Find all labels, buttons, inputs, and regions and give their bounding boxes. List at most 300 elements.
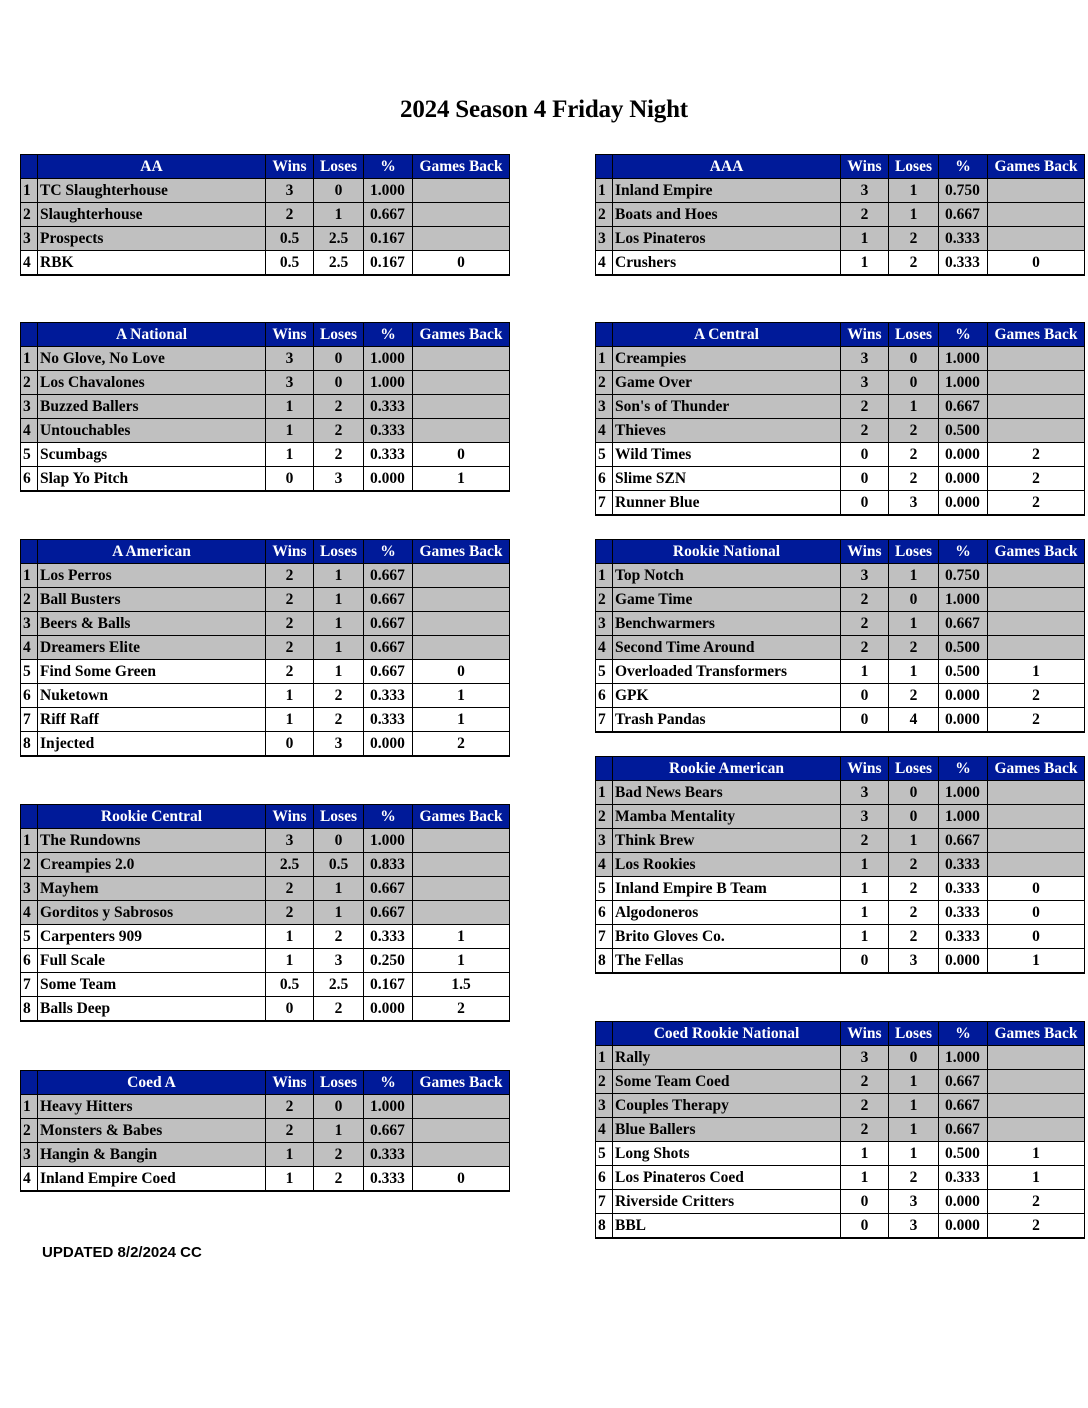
- games-back-cell: 2: [988, 708, 1085, 733]
- rank-cell: 7: [596, 491, 613, 516]
- page-title: 2024 Season 4 Friday Night: [400, 96, 688, 123]
- pct-cell: 0.500: [939, 1142, 988, 1166]
- header-row: [21, 805, 510, 829]
- losses-cell: 0: [889, 588, 939, 612]
- losses-cell: 1: [889, 395, 939, 419]
- team-row: [596, 588, 1085, 612]
- losses-cell: 3: [889, 491, 939, 516]
- rank-cell: 1: [596, 347, 613, 371]
- header-row: [21, 540, 510, 564]
- team-name: Injected: [38, 732, 266, 757]
- losses-cell: 0: [314, 347, 364, 371]
- rank-cell: 4: [21, 1167, 38, 1192]
- games-back-cell: 0: [413, 443, 510, 467]
- pct-cell: 0.333: [364, 443, 413, 467]
- team-row: [21, 877, 510, 901]
- team-name: Prospects: [38, 227, 266, 251]
- team-name: Untouchables: [38, 419, 266, 443]
- pct-cell: 0.000: [364, 732, 413, 757]
- team-name: Beers & Balls: [38, 612, 266, 636]
- pct-cell: 0.167: [364, 227, 413, 251]
- rank-cell: 1: [596, 1046, 613, 1070]
- wins-cell: 2: [841, 588, 889, 612]
- standings-table-rookie-national: [595, 539, 1085, 733]
- losses-cell: 0: [314, 371, 364, 395]
- games-back-cell: [988, 203, 1085, 227]
- rank-cell: 2: [21, 371, 38, 395]
- team-row: [21, 467, 510, 492]
- pct-cell: 1.000: [939, 347, 988, 371]
- team-name: Thieves: [613, 419, 841, 443]
- wins-header: Wins: [841, 757, 889, 781]
- team-name: Son's of Thunder: [613, 395, 841, 419]
- wins-header: Wins: [266, 323, 314, 347]
- pct-cell: 1.000: [364, 371, 413, 395]
- division-name: A National: [38, 323, 266, 347]
- standings-table-coed-a: [20, 1070, 510, 1192]
- pct-header: %: [364, 1071, 413, 1095]
- pct-cell: 0.000: [939, 1214, 988, 1239]
- team-row: [21, 227, 510, 251]
- rank-cell: 1: [596, 179, 613, 203]
- games-back-cell: [413, 564, 510, 588]
- wins-header: Wins: [266, 1071, 314, 1095]
- team-name: Mamba Mentality: [613, 805, 841, 829]
- losses-cell: 2: [314, 708, 364, 732]
- rank-cell: 8: [596, 949, 613, 974]
- rank-cell: 3: [596, 395, 613, 419]
- team-row: [596, 467, 1085, 491]
- losses-cell: 2: [314, 443, 364, 467]
- games-back-cell: 0: [413, 251, 510, 276]
- games-back-cell: 1: [413, 925, 510, 949]
- wins-cell: 2: [266, 564, 314, 588]
- division-name: Rookie National: [613, 540, 841, 564]
- pct-header: %: [364, 540, 413, 564]
- team-row: [21, 853, 510, 877]
- team-name: Runner Blue: [613, 491, 841, 516]
- games-back-cell: [988, 1094, 1085, 1118]
- rank-cell: 4: [21, 419, 38, 443]
- games-back-header: Games Back: [988, 155, 1085, 179]
- losses-cell: 2: [889, 419, 939, 443]
- pct-cell: 0.333: [364, 395, 413, 419]
- division-name: AAA: [613, 155, 841, 179]
- games-back-cell: [988, 347, 1085, 371]
- pct-cell: 0.333: [364, 684, 413, 708]
- pct-cell: 0.750: [939, 179, 988, 203]
- rank-cell: 5: [596, 443, 613, 467]
- team-row: [596, 443, 1085, 467]
- pct-cell: 0.000: [939, 467, 988, 491]
- standings-table-coed-rookie-national: [595, 1021, 1085, 1239]
- games-back-cell: [988, 805, 1085, 829]
- wins-cell: 0: [841, 443, 889, 467]
- team-name: Ball Busters: [38, 588, 266, 612]
- games-back-cell: [988, 564, 1085, 588]
- team-row: [21, 636, 510, 660]
- games-back-cell: 1: [988, 660, 1085, 684]
- losses-cell: 3: [314, 467, 364, 492]
- division-name: Rookie Central: [38, 805, 266, 829]
- team-name: Inland Empire B Team: [613, 877, 841, 901]
- team-row: [596, 684, 1085, 708]
- team-name: Inland Empire Coed: [38, 1167, 266, 1192]
- games-back-header: Games Back: [413, 805, 510, 829]
- wins-cell: 1: [841, 1166, 889, 1190]
- team-name: Creampies: [613, 347, 841, 371]
- header-row: [21, 155, 510, 179]
- wins-cell: 1: [841, 251, 889, 276]
- rank-header: [596, 1022, 613, 1046]
- rank-header: [21, 805, 38, 829]
- team-row: [21, 708, 510, 732]
- losses-cell: 2: [889, 1166, 939, 1190]
- games-back-cell: 0: [988, 901, 1085, 925]
- losses-header: Loses: [314, 805, 364, 829]
- team-row: [21, 901, 510, 925]
- games-back-cell: [988, 829, 1085, 853]
- team-row: [21, 949, 510, 973]
- losses-header: Loses: [314, 323, 364, 347]
- team-name: RBK: [38, 251, 266, 276]
- rank-header: [21, 155, 38, 179]
- rank-header: [21, 1071, 38, 1095]
- losses-cell: 2: [889, 684, 939, 708]
- team-name: Riverside Critters: [613, 1190, 841, 1214]
- games-back-cell: [413, 877, 510, 901]
- games-back-cell: [413, 179, 510, 203]
- games-back-cell: 1: [988, 949, 1085, 974]
- games-back-cell: [413, 395, 510, 419]
- division-name: Coed Rookie National: [613, 1022, 841, 1046]
- losses-cell: 1: [889, 203, 939, 227]
- wins-header: Wins: [841, 1022, 889, 1046]
- losses-cell: 2: [889, 901, 939, 925]
- pct-header: %: [364, 323, 413, 347]
- rank-cell: 4: [596, 251, 613, 276]
- rank-cell: 2: [21, 1119, 38, 1143]
- header-row: [596, 757, 1085, 781]
- wins-header: Wins: [266, 805, 314, 829]
- pct-cell: 1.000: [939, 805, 988, 829]
- rank-header: [21, 540, 38, 564]
- games-back-cell: [988, 853, 1085, 877]
- wins-cell: 1: [266, 1143, 314, 1167]
- rank-cell: 5: [21, 925, 38, 949]
- losses-cell: 1: [889, 1094, 939, 1118]
- pct-cell: 0.000: [364, 997, 413, 1022]
- wins-cell: 1: [266, 443, 314, 467]
- team-row: [21, 684, 510, 708]
- games-back-header: Games Back: [413, 540, 510, 564]
- rank-cell: 1: [21, 564, 38, 588]
- losses-cell: 0: [889, 805, 939, 829]
- pct-cell: 1.000: [364, 347, 413, 371]
- team-row: [596, 347, 1085, 371]
- losses-cell: 2: [314, 395, 364, 419]
- losses-cell: 2: [889, 251, 939, 276]
- team-row: [596, 179, 1085, 203]
- division-name: A American: [38, 540, 266, 564]
- wins-cell: 1: [266, 949, 314, 973]
- pct-header: %: [939, 540, 988, 564]
- pct-cell: 0.667: [364, 901, 413, 925]
- losses-cell: 2: [889, 227, 939, 251]
- wins-cell: 3: [841, 781, 889, 805]
- losses-cell: 1: [889, 1118, 939, 1142]
- team-name: Some Team Coed: [613, 1070, 841, 1094]
- wins-cell: 2: [266, 636, 314, 660]
- games-back-cell: [988, 612, 1085, 636]
- losses-cell: 0: [314, 179, 364, 203]
- wins-cell: 0.5: [266, 251, 314, 276]
- division-name: AA: [38, 155, 266, 179]
- pct-cell: 1.000: [364, 829, 413, 853]
- team-name: Balls Deep: [38, 997, 266, 1022]
- wins-cell: 2: [841, 395, 889, 419]
- rank-cell: 6: [21, 467, 38, 492]
- rank-cell: 7: [596, 1190, 613, 1214]
- games-back-cell: [413, 227, 510, 251]
- pct-cell: 0.000: [364, 467, 413, 492]
- pct-cell: 0.333: [939, 901, 988, 925]
- header-row: [21, 1071, 510, 1095]
- wins-cell: 2: [841, 203, 889, 227]
- wins-cell: 3: [841, 371, 889, 395]
- games-back-cell: [988, 227, 1085, 251]
- games-back-header: Games Back: [413, 1071, 510, 1095]
- losses-cell: 0.5: [314, 853, 364, 877]
- pct-cell: 0.167: [364, 973, 413, 997]
- wins-cell: 2: [266, 660, 314, 684]
- wins-cell: 2.5: [266, 853, 314, 877]
- pct-cell: 0.500: [939, 636, 988, 660]
- games-back-cell: 1: [988, 1166, 1085, 1190]
- pct-cell: 0.333: [939, 925, 988, 949]
- team-row: [596, 829, 1085, 853]
- wins-cell: 1: [841, 1142, 889, 1166]
- team-row: [21, 1143, 510, 1167]
- pct-cell: 0.333: [939, 251, 988, 276]
- losses-cell: 3: [889, 949, 939, 974]
- rank-cell: 3: [596, 829, 613, 853]
- team-row: [21, 347, 510, 371]
- standings-table-rookie-american: [595, 756, 1085, 974]
- wins-cell: 1: [266, 684, 314, 708]
- wins-cell: 3: [841, 1046, 889, 1070]
- team-name: No Glove, No Love: [38, 347, 266, 371]
- wins-cell: 1: [841, 227, 889, 251]
- wins-cell: 1: [841, 660, 889, 684]
- pct-cell: 0.667: [939, 1070, 988, 1094]
- team-name: Think Brew: [613, 829, 841, 853]
- games-back-cell: [413, 612, 510, 636]
- pct-cell: 0.333: [364, 925, 413, 949]
- losses-cell: 1: [314, 564, 364, 588]
- wins-cell: 2: [266, 203, 314, 227]
- team-name: Los Perros: [38, 564, 266, 588]
- losses-cell: 1: [314, 612, 364, 636]
- losses-cell: 0: [889, 781, 939, 805]
- team-row: [596, 612, 1085, 636]
- team-row: [596, 1190, 1085, 1214]
- games-back-cell: [988, 395, 1085, 419]
- wins-cell: 1: [266, 395, 314, 419]
- losses-cell: 0: [889, 1046, 939, 1070]
- wins-cell: 1: [841, 877, 889, 901]
- pct-cell: 1.000: [939, 1046, 988, 1070]
- team-name: Riff Raff: [38, 708, 266, 732]
- wins-cell: 2: [841, 1094, 889, 1118]
- rank-cell: 2: [596, 203, 613, 227]
- losses-header: Loses: [889, 1022, 939, 1046]
- rank-cell: 3: [21, 395, 38, 419]
- wins-cell: 1: [266, 925, 314, 949]
- team-name: Slime SZN: [613, 467, 841, 491]
- games-back-cell: [988, 1118, 1085, 1142]
- pct-cell: 0.667: [364, 636, 413, 660]
- losses-cell: 1: [314, 877, 364, 901]
- updated-note: UPDATED 8/2/2024 CC: [42, 1244, 202, 1261]
- games-back-cell: 1: [413, 467, 510, 492]
- team-name: Full Scale: [38, 949, 266, 973]
- games-back-header: Games Back: [413, 323, 510, 347]
- losses-cell: 2: [889, 467, 939, 491]
- rank-cell: 6: [21, 684, 38, 708]
- games-back-cell: [988, 419, 1085, 443]
- pct-cell: 0.000: [939, 1190, 988, 1214]
- games-back-cell: 0: [988, 925, 1085, 949]
- losses-header: Loses: [889, 323, 939, 347]
- losses-cell: 1: [889, 564, 939, 588]
- games-back-cell: 2: [988, 684, 1085, 708]
- games-back-header: Games Back: [988, 323, 1085, 347]
- losses-header: Loses: [314, 540, 364, 564]
- pct-cell: 0.333: [939, 877, 988, 901]
- wins-cell: 2: [266, 901, 314, 925]
- team-name: The Fellas: [613, 949, 841, 974]
- team-name: Slaughterhouse: [38, 203, 266, 227]
- team-name: Boats and Hoes: [613, 203, 841, 227]
- rank-header: [596, 757, 613, 781]
- team-row: [596, 805, 1085, 829]
- wins-cell: 2: [841, 1070, 889, 1094]
- team-row: [596, 1094, 1085, 1118]
- wins-cell: 2: [841, 1118, 889, 1142]
- pct-cell: 0.667: [364, 612, 413, 636]
- wins-cell: 1: [841, 925, 889, 949]
- losses-header: Loses: [314, 155, 364, 179]
- rank-cell: 7: [21, 973, 38, 997]
- losses-cell: 2.5: [314, 227, 364, 251]
- wins-cell: 2: [266, 612, 314, 636]
- losses-cell: 4: [889, 708, 939, 733]
- losses-cell: 1: [889, 612, 939, 636]
- pct-cell: 0.000: [939, 949, 988, 974]
- pct-header: %: [364, 805, 413, 829]
- rank-cell: 5: [596, 1142, 613, 1166]
- pct-cell: 0.667: [939, 1118, 988, 1142]
- wins-cell: 0: [841, 949, 889, 974]
- wins-cell: 0: [841, 467, 889, 491]
- rank-cell: 3: [21, 612, 38, 636]
- wins-cell: 3: [266, 829, 314, 853]
- losses-cell: 2: [314, 1167, 364, 1192]
- wins-header: Wins: [841, 540, 889, 564]
- games-back-cell: 0: [988, 251, 1085, 276]
- rank-cell: 3: [21, 227, 38, 251]
- team-name: Inland Empire: [613, 179, 841, 203]
- rank-cell: 7: [596, 708, 613, 733]
- losses-cell: 3: [889, 1214, 939, 1239]
- rank-cell: 4: [596, 1118, 613, 1142]
- team-name: BBL: [613, 1214, 841, 1239]
- team-row: [21, 564, 510, 588]
- games-back-cell: 2: [988, 443, 1085, 467]
- team-row: [21, 395, 510, 419]
- team-row: [21, 1167, 510, 1192]
- team-name: Los Rookies: [613, 853, 841, 877]
- pct-cell: 0.667: [939, 1094, 988, 1118]
- team-row: [596, 877, 1085, 901]
- rank-cell: 3: [596, 612, 613, 636]
- team-row: [596, 853, 1085, 877]
- rank-cell: 3: [21, 877, 38, 901]
- wins-cell: 1: [841, 901, 889, 925]
- losses-cell: 2.5: [314, 973, 364, 997]
- team-name: Crushers: [613, 251, 841, 276]
- team-row: [21, 179, 510, 203]
- pct-cell: 0.333: [364, 1167, 413, 1192]
- losses-cell: 2: [889, 636, 939, 660]
- team-name: Trash Pandas: [613, 708, 841, 733]
- losses-cell: 1: [889, 829, 939, 853]
- games-back-cell: [988, 636, 1085, 660]
- team-name: Los Pinateros Coed: [613, 1166, 841, 1190]
- team-name: Find Some Green: [38, 660, 266, 684]
- losses-header: Loses: [314, 1071, 364, 1095]
- games-back-header: Games Back: [413, 155, 510, 179]
- team-row: [596, 203, 1085, 227]
- rank-cell: 6: [596, 1166, 613, 1190]
- wins-header: Wins: [266, 540, 314, 564]
- team-row: [596, 1046, 1085, 1070]
- rank-cell: 8: [21, 732, 38, 757]
- games-back-cell: 1: [413, 684, 510, 708]
- team-row: [596, 925, 1085, 949]
- games-back-cell: [413, 1095, 510, 1119]
- games-back-cell: 2: [988, 467, 1085, 491]
- losses-cell: 1: [889, 1142, 939, 1166]
- team-row: [21, 612, 510, 636]
- team-name: Monsters & Babes: [38, 1119, 266, 1143]
- header-row: [596, 155, 1085, 179]
- wins-cell: 2: [841, 636, 889, 660]
- pct-cell: 0.250: [364, 949, 413, 973]
- team-row: [596, 781, 1085, 805]
- team-row: [596, 1070, 1085, 1094]
- losses-cell: 3: [314, 732, 364, 757]
- rank-cell: 8: [21, 997, 38, 1022]
- team-row: [596, 708, 1085, 733]
- wins-cell: 3: [266, 179, 314, 203]
- wins-cell: 2: [266, 1119, 314, 1143]
- team-name: Buzzed Ballers: [38, 395, 266, 419]
- team-name: Rally: [613, 1046, 841, 1070]
- pct-cell: 0.500: [939, 660, 988, 684]
- games-back-header: Games Back: [988, 757, 1085, 781]
